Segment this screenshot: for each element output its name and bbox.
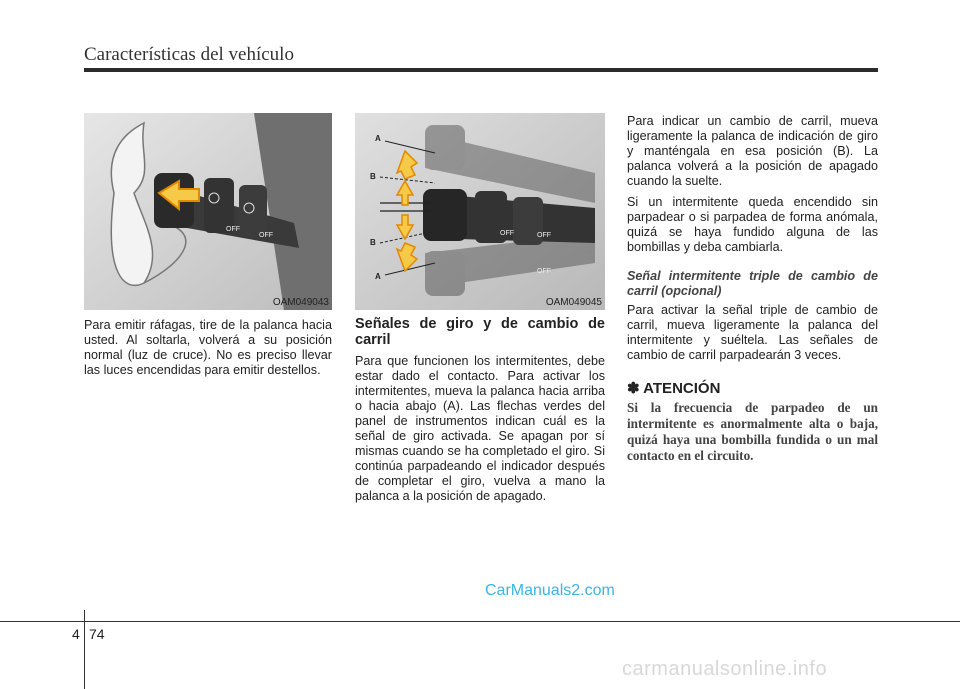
sub-heading: Señal intermitente triple de cambio de carril (opcional) bbox=[627, 269, 878, 298]
chapter-number: 4 bbox=[72, 626, 80, 642]
lane-change-paragraph: Para indicar un cambio de carril, mueva ligeramente la palanca de indicación de giro y manténgala en esa posición (B). La palanca volverá a la posición de apagado cuando la suelte. bbox=[627, 114, 878, 188]
attention-text: Si la frecuencia de parpadeo de un intermitente es anormalmente alta o baja, quizá haya una bombilla fundida o un mal contacto en el circuito. bbox=[627, 400, 878, 463]
turn-signal-paragraph: Para que funcionen los intermitentes, debe estar dado el contacto. Para activar los intermitentes, mueva la palanca hacia arriba o hacia abajo (A). Las flechas verdes del panel de instrumentos indican cuál es la señal de giro activada. Se apagan por sí mismas cuando se ha completado el giro. Si continúa parpadeando el indicador después de completar el giro, vuelva a mano la palanca a la posición de apagado. bbox=[355, 354, 605, 503]
column-3 bbox=[627, 114, 878, 470]
off-label: OFF bbox=[259, 232, 273, 239]
label-b: B bbox=[370, 172, 376, 181]
watermark-link[interactable]: CarManuals2.com bbox=[485, 582, 615, 599]
column-2 bbox=[355, 316, 605, 510]
figure-caption: OAM049045 bbox=[545, 297, 602, 308]
page-header-title: Características del vehículo bbox=[84, 44, 294, 65]
attention-heading: ✽ ATENCIÓN bbox=[627, 380, 721, 397]
header-rule bbox=[84, 68, 878, 72]
section-heading: Señales de giro y de cambio de carril bbox=[355, 316, 605, 348]
footer-divider bbox=[84, 610, 85, 689]
footer-watermark: carmanualsonline.info bbox=[622, 658, 828, 680]
footer-rule bbox=[0, 621, 960, 622]
off-label: OFF bbox=[537, 268, 551, 275]
off-label: OFF bbox=[500, 230, 514, 237]
off-label: OFF bbox=[226, 226, 240, 233]
label-a: A bbox=[375, 272, 381, 281]
label-a: A bbox=[375, 134, 381, 143]
figure-turn-signal-lever bbox=[355, 113, 605, 310]
column-1 bbox=[84, 318, 332, 384]
page-number: 74 bbox=[89, 626, 105, 642]
flash-paragraph: Para emitir ráfagas, tire de la palanca hacia usted. Al soltarla, volverá a su posición normal (luz de cruce). No es preciso llevar las luces encendidas para emitir destellos. bbox=[84, 318, 332, 377]
figure-flash-lever bbox=[84, 113, 332, 310]
figure-caption: OAM049043 bbox=[272, 297, 329, 308]
off-label: OFF bbox=[537, 232, 551, 239]
lever-illustration-1 bbox=[84, 113, 332, 310]
label-b: B bbox=[370, 238, 376, 247]
triple-signal-paragraph: Para activar la señal triple de cambio de carril, mueva ligeramente la palanca del intermitente y suéltela. Las señales de cambio de carril parpadearán 3 veces. bbox=[627, 303, 878, 362]
lever-illustration-2 bbox=[355, 113, 605, 310]
bulb-paragraph: Si un intermitente queda encendido sin parpadear o si parpadea de forma anómala, quizá se haya fundido alguna de las bombillas y deba cambiarla. bbox=[627, 195, 878, 254]
